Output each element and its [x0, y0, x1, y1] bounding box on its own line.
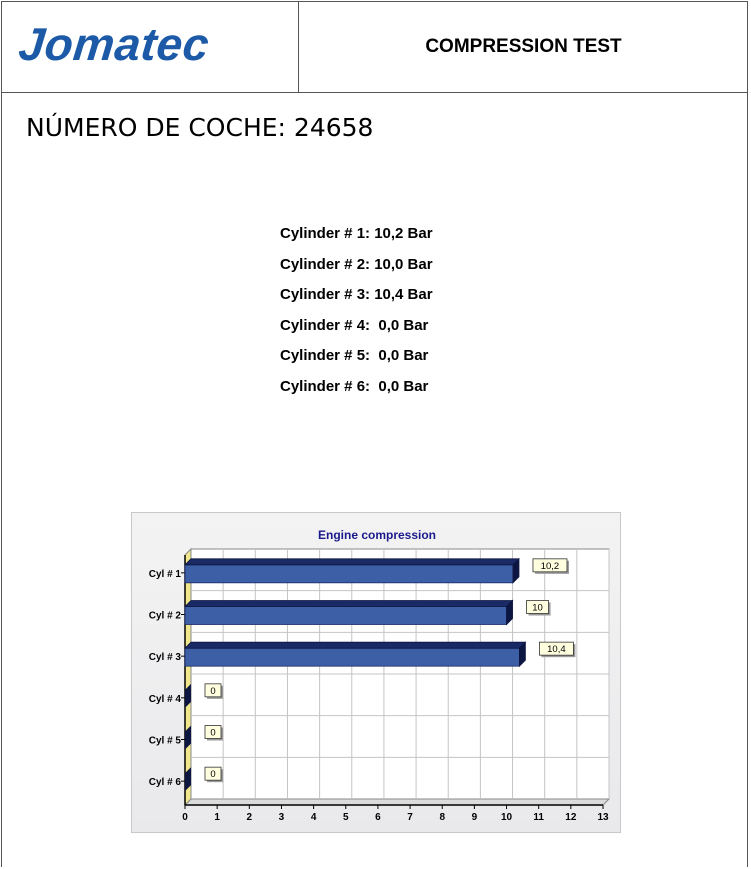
chart-title: Engine compression — [317, 528, 437, 542]
y-tick-label: Cyl # 1 — [148, 568, 181, 580]
y-tick-label: Cyl # 2 — [148, 610, 181, 622]
y-tick-label: Cyl # 5 — [148, 735, 181, 747]
page-title: COMPRESSION TEST — [425, 36, 622, 57]
header — [1, 1, 748, 93]
bar — [185, 565, 513, 583]
plot-left-wall — [185, 549, 191, 805]
data-label: 10,4 — [547, 644, 566, 656]
cylinder-reading-1: Cylinder # 1: 10,2 Bar — [280, 225, 433, 242]
x-tick-label: 0 — [182, 812, 188, 823]
data-label: 10 — [532, 602, 543, 614]
plot-floor — [185, 799, 609, 805]
cylinder-reading-6: Cylinder # 6: 0,0 Bar — [280, 377, 429, 395]
bar-top — [185, 601, 513, 607]
x-tick-label: 2 — [246, 812, 253, 823]
x-tick-label: 4 — [310, 812, 317, 823]
x-tick-label: 3 — [278, 812, 285, 823]
cylinder-readings — [280, 219, 433, 403]
data-label: 0 — [210, 685, 216, 697]
x-tick-label: 1 — [214, 812, 220, 823]
data-label: 10,2 — [540, 560, 560, 572]
engine-compression-chart — [131, 512, 621, 833]
x-tick-label: 9 — [471, 812, 478, 823]
cylinder-reading-4: Cylinder # 4: 0,0 Bar — [280, 316, 429, 334]
x-tick-label: 6 — [375, 812, 381, 823]
x-tick-label: 11 — [533, 812, 544, 823]
x-tick-label: 10 — [500, 812, 513, 823]
cylinder-reading-2: Cylinder # 2: 10,0 Bar — [280, 255, 433, 273]
x-tick-label: 12 — [565, 812, 577, 823]
bar — [185, 648, 519, 666]
bar-top — [185, 559, 519, 565]
x-tick-label: 5 — [342, 812, 349, 823]
y-tick-label: Cyl # 3 — [148, 652, 181, 664]
cylinder-reading-5: Cylinder # 5: 0,0 Bar — [280, 347, 429, 365]
data-label: 0 — [210, 727, 216, 739]
bar-top — [185, 642, 525, 648]
cylinder-reading-3: Cylinder # 3: 10,4 Bar — [280, 286, 433, 304]
y-tick-label: Cyl # 4 — [148, 693, 181, 705]
y-tick-label: Cyl # 6 — [148, 777, 181, 789]
x-tick-label: 7 — [407, 812, 413, 823]
data-label: 0 — [210, 769, 216, 781]
x-tick-label: 8 — [439, 812, 446, 823]
car-number: NÚMERO DE COCHE: 24658 — [26, 113, 374, 142]
bar — [185, 607, 507, 625]
chart-canvas — [132, 513, 622, 834]
x-tick-label: 13 — [597, 812, 609, 823]
company-logo: Jomatec — [16, 18, 212, 70]
